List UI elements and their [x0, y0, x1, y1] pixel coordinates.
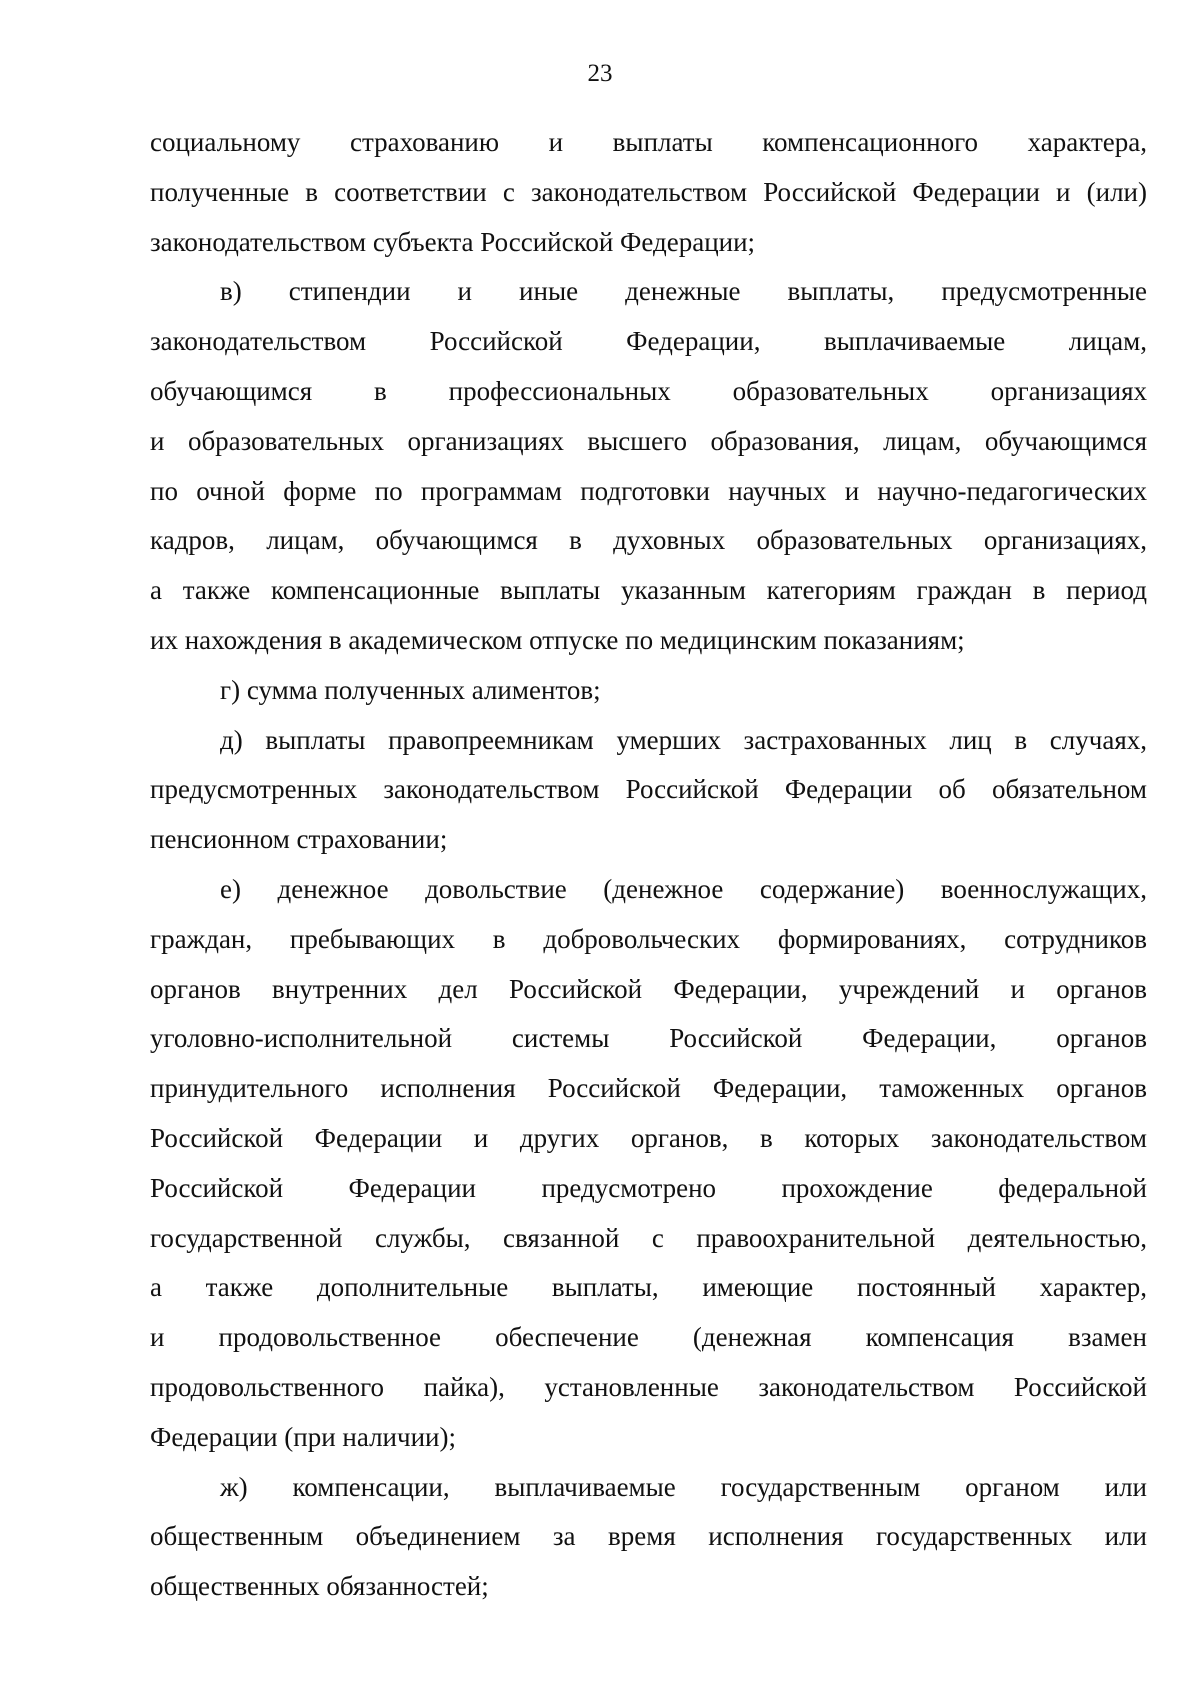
text-line: в) стипендии и иные денежные выплаты, предусмотренные	[220, 276, 1147, 307]
text-line: обучающимся в профессиональных образовательных организациях	[150, 375, 1147, 406]
text-line: и образовательных организациях высшего образования, лицам, обучающимся	[150, 425, 1147, 456]
text-line: г) сумма полученных алиментов;	[220, 674, 601, 705]
paragraph-item-d	[150, 716, 1147, 865]
text-line: общественных обязанностей;	[150, 1571, 489, 1602]
text-line: уголовно-исполнительной системы Российской Федерации, органов	[150, 1023, 1147, 1054]
text-line: ж) компенсации, выплачиваемые государственным органом или	[220, 1471, 1147, 1502]
text-line: Российской Федерации и других органов, в которых законодательством	[150, 1122, 1147, 1153]
page-number: 23	[587, 60, 613, 87]
text-line: их нахождения в академическом отпуске по медицинским показаниям;	[150, 624, 965, 655]
text-line: продовольственного пайка), установленные законодательством Российской	[150, 1371, 1147, 1402]
paragraph-item-e	[150, 865, 1147, 1463]
text-line: Федерации (при наличии);	[150, 1421, 456, 1452]
document-body	[150, 118, 1147, 1612]
text-line: е) денежное довольствие (денежное содержание) военнослужащих,	[220, 873, 1147, 904]
text-line: предусмотренных законодательством Российской Федерации об обязательном	[150, 774, 1147, 805]
text-line: а также дополнительные выплаты, имеющие постоянный характер,	[150, 1272, 1147, 1303]
text-line: граждан, пребывающих в добровольческих формированиях, сотрудников	[150, 923, 1147, 954]
text-line: законодательством Российской Федерации, выплачиваемые лицам,	[150, 326, 1147, 357]
text-line: по очной форме по программам подготовки научных и научно-педагогических	[150, 475, 1147, 506]
text-line: органов внутренних дел Российской Федерации, учреждений и органов	[150, 973, 1147, 1004]
text-line: и продовольственное обеспечение (денежная компенсация взамен	[150, 1322, 1147, 1353]
text-line: пенсионном страховании;	[150, 824, 448, 855]
text-line: социальному страхованию и выплаты компенсационного характера,	[150, 127, 1147, 157]
paragraph-continuation	[150, 118, 1147, 267]
text-line: полученные в соответствии с законодательством Российской Федерации и (или)	[150, 176, 1147, 207]
text-line: государственной службы, связанной с правоохранительной деятельностью,	[150, 1222, 1147, 1253]
text-line: Российской Федерации предусмотрено прохождение федеральной	[150, 1172, 1147, 1203]
text-line: общественным объединением за время исполнения государственных или	[150, 1521, 1147, 1552]
paragraph-item-g	[150, 666, 1147, 716]
text-line: принудительного исполнения Российской Федерации, таможенных органов	[150, 1073, 1147, 1104]
text-line: кадров, лицам, обучающимся в духовных образовательных организациях,	[150, 525, 1147, 556]
text-line: д) выплаты правопреемникам умерших застрахованных лиц в случаях,	[220, 724, 1147, 755]
paragraph-item-v	[150, 267, 1147, 665]
paragraph-item-zh	[150, 1463, 1147, 1612]
text-line: законодательством субъекта Российской Федерации;	[150, 226, 756, 257]
text-line: а также компенсационные выплаты указанным категориям граждан в период	[150, 575, 1147, 606]
